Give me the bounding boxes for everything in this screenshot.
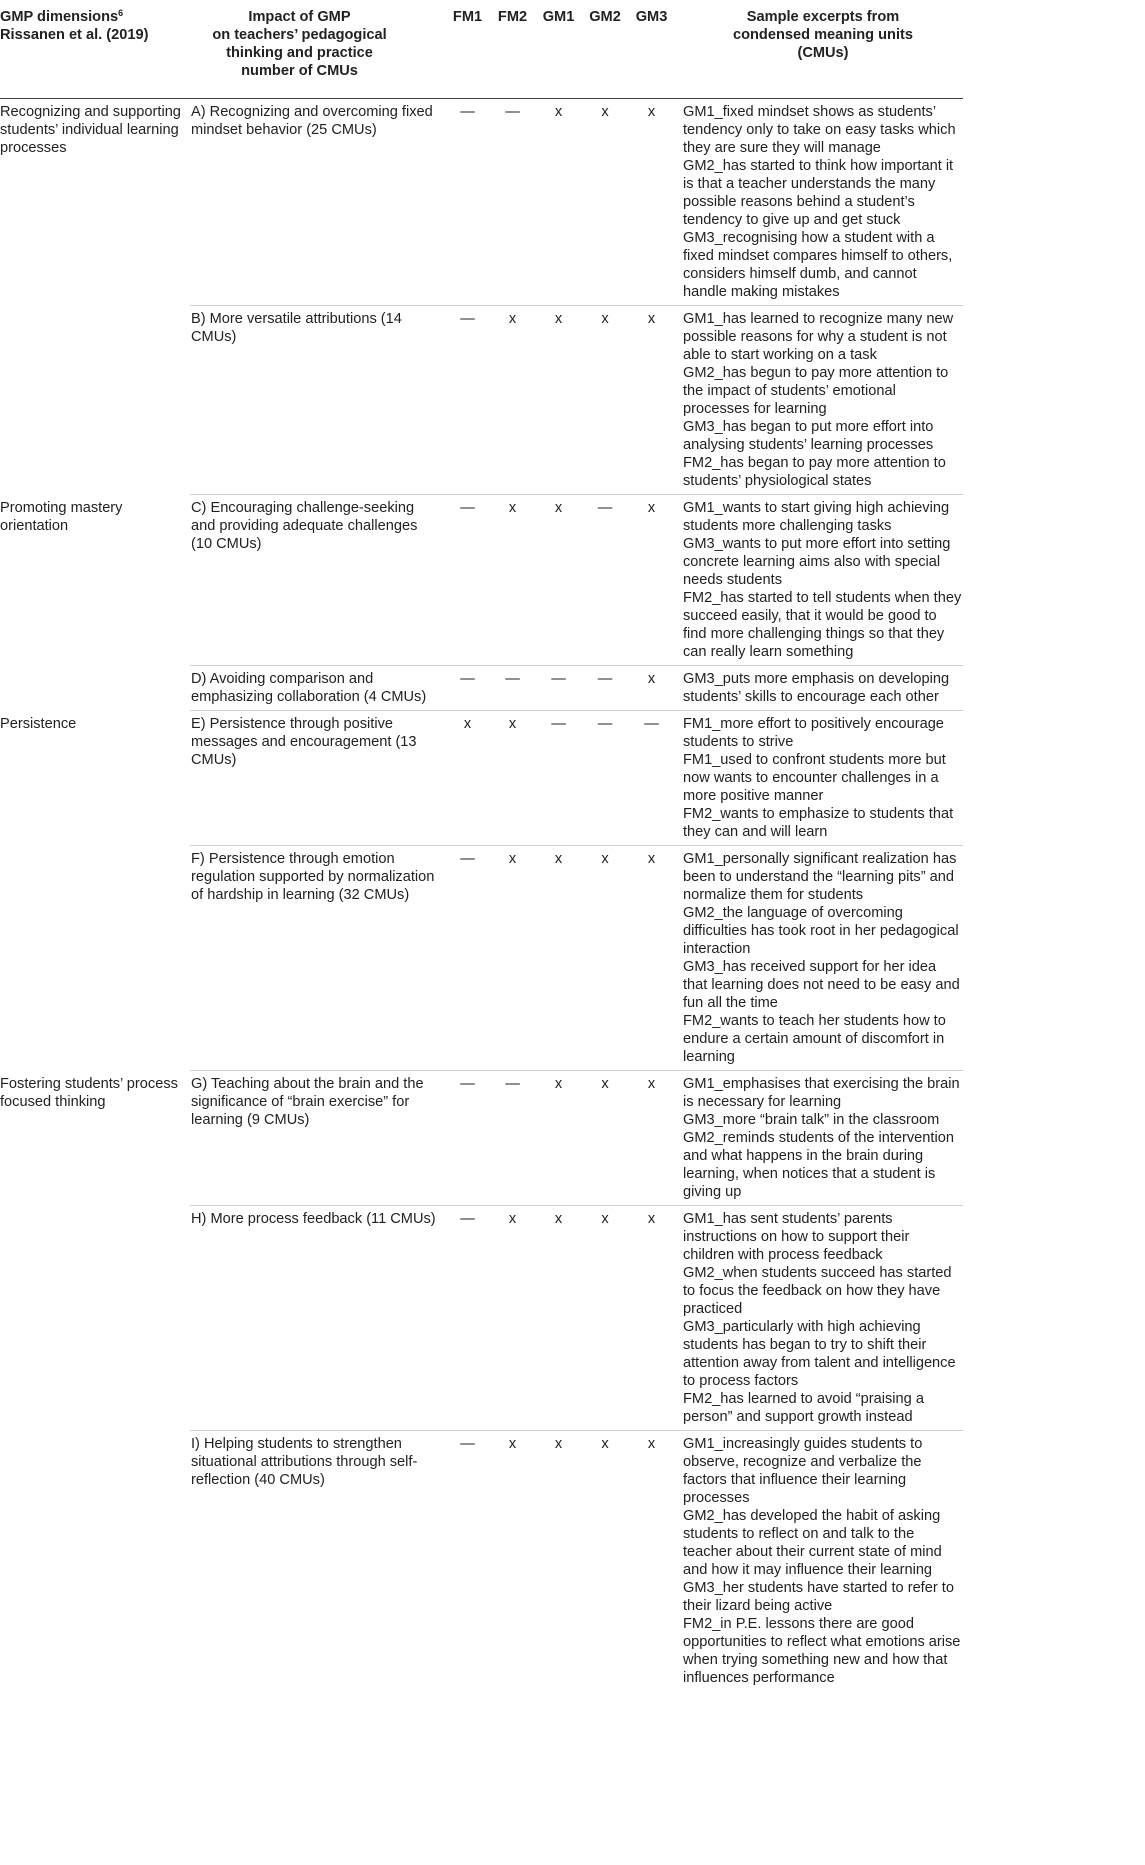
impact-cell: E) Persistence through positive messages and encouragement (13 CMUs) <box>190 711 445 846</box>
excerpt-text: GM2_has developed the habit of asking students to reflect on and talk to the teacher about their current state of mind and how it may influence their learning <box>683 1508 942 1578</box>
gm3-mark: — <box>628 711 675 846</box>
fm2-mark: — <box>490 1071 535 1206</box>
table-row <box>0 495 963 666</box>
gm1-mark: x <box>535 99 582 306</box>
excerpt-text: GM2_reminds students of the intervention and what happens in the brain during learning, when notices that a student is giving up <box>683 1130 954 1200</box>
table-row <box>0 1071 963 1206</box>
dimension-cell: Recognizing and supporting students’ individual learning processes <box>0 104 181 156</box>
impact-cell: A) Recognizing and overcoming fixed mindset behavior (25 CMUs) <box>190 99 445 306</box>
gm2-mark: x <box>601 1436 609 1452</box>
excerpt-text: GM1_wants to start giving high achieving students more challenging tasks <box>683 500 950 534</box>
excerpt-text: GM3_has received support for her idea that learning does not need to be easy and fun all the time <box>683 959 960 1011</box>
gm1-mark: — <box>535 711 582 846</box>
gm3-mark: x <box>628 495 675 666</box>
fm1-mark: x <box>445 711 490 846</box>
header-dimensions <box>0 0 190 99</box>
excerpt-text: FM2_has began to pay more attention to students’ physiological states <box>683 455 946 489</box>
excerpts-cell <box>675 1206 963 1431</box>
header-gm2: GM2 <box>582 0 628 99</box>
excerpt-text: GM3_has began to put more effort into analysing students’ learning processes <box>683 419 934 453</box>
gm2-mark: x <box>582 1206 628 1431</box>
header-excerpts-line: Sample excerpts from <box>746 9 900 25</box>
header-impact-line: Impact of GMP <box>248 9 351 25</box>
impact-cell: C) Encouraging challenge-seeking and providing adequate challenges (10 CMUs) <box>190 495 445 666</box>
fm1-mark: — <box>445 846 490 1071</box>
excerpts-cell <box>675 666 963 711</box>
header-fm2: FM2 <box>490 0 535 99</box>
dimension-cell: Persistence <box>0 715 77 732</box>
gm2-mark: — <box>582 495 628 666</box>
dimension-cell: Fostering students’ process focused thinking <box>0 1075 178 1110</box>
excerpt-text: FM2_has learned to avoid “praising a person” and support growth instead <box>683 1391 924 1425</box>
table-row <box>0 846 963 1071</box>
excerpt-text: GM1_personally significant realization has been to understand the “learning pits” and normalize them for students <box>683 851 957 903</box>
table-body <box>0 99 963 1692</box>
excerpt-text: GM3_more “brain talk” in the classroom <box>683 1112 940 1128</box>
table-row <box>0 1431 963 1692</box>
header-footnote-marker: 6 <box>118 8 124 18</box>
table-row <box>0 99 963 306</box>
excerpt-text: FM2_has started to tell students when they succeed easily, that it would be good to find more challenging things so that they can really learn something <box>683 590 962 660</box>
fm1-mark: — <box>445 306 490 495</box>
excerpt-text: GM3_wants to put more effort into setting concrete learning aims also with special needs students <box>683 536 951 588</box>
excerpt-text: GM3_recognising how a student with a fixed mindset compares himself to others, considers himself dumb, and cannot handle making mistakes <box>683 230 953 300</box>
excerpt-text: FM1_used to confront students more but now wants to encounter challenges in a more positive manner <box>683 752 946 804</box>
excerpt-text: GM3_her students have started to refer to their lizard being active <box>683 1580 954 1614</box>
gm3-mark: x <box>628 1206 675 1431</box>
excerpt-text: GM2_has begun to pay more attention to the impact of students’ emotional processes for learning <box>683 365 949 417</box>
gm2-mark: — <box>582 711 628 846</box>
gm2-mark: x <box>582 846 628 1071</box>
dimension-cell <box>0 666 190 711</box>
excerpts-cell <box>675 495 963 666</box>
excerpt-text: FM2_in P.E. lessons there are good opportunities to reflect what emotions arise when trying something new and how that influences performance <box>683 1616 961 1686</box>
gm2-mark: x <box>582 1071 628 1206</box>
fm2-mark: x <box>490 711 535 846</box>
fm2-mark: — <box>490 99 535 306</box>
fm1-mark: — <box>445 1206 490 1431</box>
excerpt-text: FM1_more effort to positively encourage students to strive <box>683 716 944 750</box>
dimension-cell <box>0 846 190 1071</box>
dimension-cell <box>0 306 190 495</box>
fm1-mark: — <box>445 99 490 306</box>
fm2-mark: x <box>490 306 535 495</box>
dimension-cell <box>0 1431 190 1692</box>
gm2-mark: — <box>582 666 628 711</box>
fm1-mark: — <box>445 666 490 711</box>
gm2-mark: x <box>582 306 628 495</box>
table-row <box>0 1206 963 1431</box>
fm1-mark: — <box>460 1436 475 1452</box>
gm2-mark: x <box>582 99 628 306</box>
gm1-mark: x <box>554 1436 563 1452</box>
excerpt-text: GM3_puts more emphasis on developing students’ skills to encourage each other <box>683 671 950 705</box>
header-fm1: FM1 <box>445 0 490 99</box>
header-impact-line: on teachers’ pedagogical <box>212 27 387 43</box>
header-gm3: GM3 <box>628 0 675 99</box>
gm1-mark: x <box>535 495 582 666</box>
header-excerpts-line: condensed meaning units <box>732 27 913 43</box>
impact-cell: B) More versatile attributions (14 CMUs) <box>190 306 445 495</box>
header-impact-line: thinking and practice <box>226 45 373 61</box>
impact-cell: D) Avoiding comparison and emphasizing collaboration (4 CMUs) <box>190 666 445 711</box>
gm3-mark: x <box>628 306 675 495</box>
excerpt-text: GM1_has learned to recognize many new possible reasons for why a student is not able to start working on a task <box>683 311 954 363</box>
excerpts-cell <box>675 1431 963 1692</box>
dimension-cell <box>0 1206 190 1431</box>
excerpts-cell <box>675 99 963 306</box>
excerpt-text: GM3_particularly with high achieving students has began to try to shift their attention away from talent and intelligence to process factors <box>683 1319 956 1389</box>
gm3-mark: x <box>628 1071 675 1206</box>
header-excerpts <box>675 0 963 99</box>
gm3-mark: x <box>628 666 675 711</box>
fm2-mark: x <box>508 1436 517 1452</box>
table-header <box>0 0 963 99</box>
header-dimensions-ref: Rissanen et al. (2019) <box>0 27 149 43</box>
excerpt-text: FM2_wants to emphasize to students that they can and will learn <box>683 806 954 840</box>
fm1-mark: — <box>445 1071 490 1206</box>
gm1-mark: x <box>535 306 582 495</box>
header-impact <box>190 0 445 99</box>
excerpt-text: GM2_the language of overcoming difficulties has took root in her pedagogical interaction <box>683 905 959 957</box>
excerpts-cell <box>675 711 963 846</box>
excerpt-text: GM1_increasingly guides students to observe, recognize and verbalize the factors that influence their learning processes <box>683 1436 923 1506</box>
gm3-mark: x <box>628 99 675 306</box>
gm3-mark: x <box>628 846 675 1071</box>
impact-cell: G) Teaching about the brain and the significance of “brain exercise” for learning (9 CMUs) <box>190 1071 445 1206</box>
excerpt-text: GM1_has sent students’ parents instructions on how to support their children with process feedback <box>683 1211 910 1263</box>
dimension-cell: Promoting mastery orientation <box>0 499 123 534</box>
fm2-mark: x <box>490 1206 535 1431</box>
gm1-mark: x <box>535 1206 582 1431</box>
excerpts-cell <box>675 846 963 1071</box>
table-row <box>0 666 963 711</box>
header-impact-line: number of CMUs <box>241 63 358 79</box>
excerpt-text: GM1_fixed mindset shows as students’ tendency only to take on easy tasks which they are sure they will manage <box>683 104 956 156</box>
table-row <box>0 306 963 495</box>
impact-cell: F) Persistence through emotion regulation supported by normalization of hardship in learning (32 CMUs) <box>190 846 445 1071</box>
gm1-mark: x <box>535 1071 582 1206</box>
header-dimensions-label: GMP dimensions <box>0 9 119 25</box>
excerpt-text: GM2_when students succeed has started to focus the feedback on how they have practiced <box>683 1265 952 1317</box>
gm3-mark: x <box>647 1436 656 1452</box>
header-excerpts-line: (CMUs) <box>797 45 849 61</box>
fm2-mark: x <box>490 495 535 666</box>
gm1-mark: — <box>535 666 582 711</box>
excerpt-text: GM1_emphasises that exercising the brain is necessary for learning <box>683 1076 960 1110</box>
excerpts-cell <box>675 306 963 495</box>
fm2-mark: — <box>490 666 535 711</box>
impact-cell: I) Helping students to strengthen situational attributions through self-reflection (40 CMUs) <box>191 1436 418 1488</box>
excerpts-cell <box>675 1071 963 1206</box>
excerpt-text: GM2_has started to think how important it is that a teacher understands the many possible reasons behind a student’s tendency to give up and get stuck <box>683 158 954 228</box>
fm2-mark: x <box>490 846 535 1071</box>
excerpt-text: FM2_wants to teach her students how to endure a certain amount of discomfort in learning <box>683 1013 946 1065</box>
gm1-mark: x <box>535 846 582 1071</box>
table-row <box>0 711 963 846</box>
header-gm1: GM1 <box>535 0 582 99</box>
fm1-mark: — <box>445 495 490 666</box>
impact-cell: H) More process feedback (11 CMUs) <box>190 1206 445 1431</box>
